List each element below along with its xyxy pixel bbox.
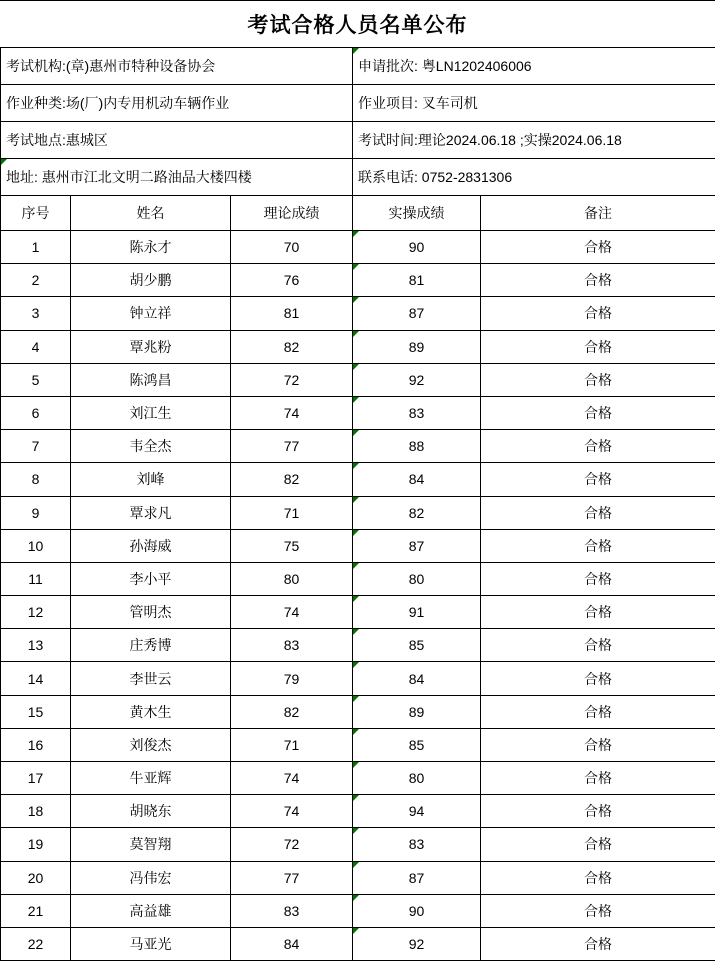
- info-cell-left: 作业种类:场(厂)内专用机动车辆作业: [1, 85, 353, 122]
- cell-remark: 合格: [481, 396, 715, 429]
- cell-theory-score: 70: [231, 231, 353, 264]
- cell-name: 胡少鹏: [71, 264, 231, 297]
- cell-practical-score: 84: [353, 463, 481, 496]
- cell-practical-score: 90: [353, 231, 481, 264]
- cell-practical-score: 82: [353, 496, 481, 529]
- cell-remark: 合格: [481, 795, 715, 828]
- table-row: [1, 795, 715, 828]
- cell-practical-score: 87: [353, 529, 481, 562]
- cell-name: 孙海威: [71, 529, 231, 562]
- table-row: [1, 562, 715, 595]
- cell-name: 韦全杰: [71, 430, 231, 463]
- table-row: [1, 728, 715, 761]
- error-flag-icon: [353, 364, 359, 370]
- cell-name: 冯伟宏: [71, 861, 231, 894]
- table-row: [1, 828, 715, 861]
- cell-serial: 12: [1, 596, 71, 629]
- error-flag-icon: [353, 596, 359, 602]
- cell-theory-score: 74: [231, 795, 353, 828]
- info-row: [1, 85, 715, 122]
- table-header-row: [1, 196, 715, 231]
- cell-theory-score: 77: [231, 430, 353, 463]
- error-flag-icon: [353, 862, 359, 868]
- table-row: [1, 596, 715, 629]
- cell-practical-score: 87: [353, 861, 481, 894]
- table-row: [1, 529, 715, 562]
- cell-practical-score: 91: [353, 596, 481, 629]
- cell-practical-score: 85: [353, 728, 481, 761]
- table-row: [1, 264, 715, 297]
- error-flag-icon: [353, 662, 359, 668]
- table-row: [1, 629, 715, 662]
- cell-serial: 17: [1, 762, 71, 795]
- cell-theory-score: 82: [231, 463, 353, 496]
- cell-practical-score: 81: [353, 264, 481, 297]
- cell-remark: 合格: [481, 662, 715, 695]
- cell-name: 牛亚辉: [71, 762, 231, 795]
- error-flag-icon: [353, 762, 359, 768]
- column-header-name: 姓名: [71, 196, 231, 231]
- table-row: [1, 695, 715, 728]
- error-flag-icon: [1, 159, 7, 165]
- cell-remark: 合格: [481, 762, 715, 795]
- cell-theory-score: 72: [231, 363, 353, 396]
- column-header-serial: 序号: [1, 196, 71, 231]
- table-row: [1, 861, 715, 894]
- cell-name: 黄木生: [71, 695, 231, 728]
- cell-serial: 19: [1, 828, 71, 861]
- cell-practical-score: 92: [353, 363, 481, 396]
- cell-practical-score: 85: [353, 629, 481, 662]
- cell-serial: 4: [1, 330, 71, 363]
- error-flag-icon: [353, 463, 359, 469]
- cell-remark: 合格: [481, 430, 715, 463]
- cell-remark: 合格: [481, 927, 715, 960]
- cell-theory-score: 74: [231, 396, 353, 429]
- cell-remark: 合格: [481, 231, 715, 264]
- info-cell-left: 考试地点:惠城区: [1, 122, 353, 159]
- cell-serial: 13: [1, 629, 71, 662]
- table-row: [1, 762, 715, 795]
- cell-serial: 22: [1, 927, 71, 960]
- error-flag-icon: [353, 530, 359, 536]
- cell-serial: 18: [1, 795, 71, 828]
- table-row: [1, 496, 715, 529]
- cell-practical-score: 80: [353, 562, 481, 595]
- info-cell-right: 考试时间:理论2024.06.18 ;实操2024.06.18: [353, 122, 715, 159]
- cell-serial: 16: [1, 728, 71, 761]
- info-cell-right: 申请批次: 粤LN1202406006: [353, 48, 715, 85]
- cell-remark: 合格: [481, 695, 715, 728]
- table-row: [1, 430, 715, 463]
- cell-name: 刘峰: [71, 463, 231, 496]
- cell-serial: 20: [1, 861, 71, 894]
- cell-name: 刘俊杰: [71, 728, 231, 761]
- cell-name: 李小平: [71, 562, 231, 595]
- cell-name: 高益雄: [71, 894, 231, 927]
- info-cell-right: 作业项目: 叉车司机: [353, 85, 715, 122]
- cell-name: 马亚光: [71, 927, 231, 960]
- cell-name: 管明杰: [71, 596, 231, 629]
- cell-name: 覃兆粉: [71, 330, 231, 363]
- cell-name: 陈永才: [71, 231, 231, 264]
- cell-remark: 合格: [481, 496, 715, 529]
- cell-practical-score: 92: [353, 927, 481, 960]
- cell-serial: 11: [1, 562, 71, 595]
- error-flag-icon: [353, 264, 359, 270]
- cell-remark: 合格: [481, 894, 715, 927]
- cell-serial: 7: [1, 430, 71, 463]
- cell-name: 庄秀博: [71, 629, 231, 662]
- error-flag-icon: [353, 895, 359, 901]
- error-flag-icon: [353, 231, 359, 237]
- cell-theory-score: 83: [231, 629, 353, 662]
- error-flag-icon: [353, 629, 359, 635]
- info-cell-left: 考试机构:(章)惠州市特种设备协会: [1, 48, 353, 85]
- cell-theory-score: 75: [231, 529, 353, 562]
- cell-practical-score: 84: [353, 662, 481, 695]
- cell-name: 钟立祥: [71, 297, 231, 330]
- error-flag-icon: [353, 563, 359, 569]
- table-row: [1, 894, 715, 927]
- cell-theory-score: 79: [231, 662, 353, 695]
- cell-practical-score: 94: [353, 795, 481, 828]
- cell-theory-score: 71: [231, 496, 353, 529]
- error-flag-icon: [353, 795, 359, 801]
- cell-theory-score: 72: [231, 828, 353, 861]
- error-flag-icon: [353, 729, 359, 735]
- table-row: [1, 396, 715, 429]
- cell-name: 莫智翔: [71, 828, 231, 861]
- cell-practical-score: 88: [353, 430, 481, 463]
- cell-remark: 合格: [481, 629, 715, 662]
- results-table: [0, 47, 715, 961]
- cell-theory-score: 77: [231, 861, 353, 894]
- cell-name: 李世云: [71, 662, 231, 695]
- cell-practical-score: 90: [353, 894, 481, 927]
- cell-remark: 合格: [481, 861, 715, 894]
- column-header-remark: 备注: [481, 196, 715, 231]
- table-row: [1, 927, 715, 960]
- cell-serial: 3: [1, 297, 71, 330]
- cell-serial: 8: [1, 463, 71, 496]
- error-flag-icon: [353, 397, 359, 403]
- cell-name: 覃求凡: [71, 496, 231, 529]
- error-flag-icon: [353, 828, 359, 834]
- cell-theory-score: 84: [231, 927, 353, 960]
- table-row: [1, 231, 715, 264]
- cell-practical-score: 83: [353, 828, 481, 861]
- cell-theory-score: 80: [231, 562, 353, 595]
- cell-theory-score: 71: [231, 728, 353, 761]
- cell-remark: 合格: [481, 828, 715, 861]
- error-flag-icon: [353, 297, 359, 303]
- cell-practical-score: 87: [353, 297, 481, 330]
- cell-remark: 合格: [481, 728, 715, 761]
- cell-theory-score: 83: [231, 894, 353, 927]
- cell-practical-score: 80: [353, 762, 481, 795]
- cell-serial: 21: [1, 894, 71, 927]
- table-row: [1, 363, 715, 396]
- cell-remark: 合格: [481, 463, 715, 496]
- info-row: [1, 48, 715, 85]
- column-header-practical-score: 实操成绩: [353, 196, 481, 231]
- cell-theory-score: 74: [231, 762, 353, 795]
- cell-practical-score: 83: [353, 396, 481, 429]
- cell-remark: 合格: [481, 529, 715, 562]
- column-header-theory-score: 理论成绩: [231, 196, 353, 231]
- cell-theory-score: 82: [231, 695, 353, 728]
- error-flag-icon: [353, 497, 359, 503]
- cell-theory-score: 74: [231, 596, 353, 629]
- cell-serial: 5: [1, 363, 71, 396]
- cell-serial: 15: [1, 695, 71, 728]
- table-row: [1, 662, 715, 695]
- info-cell-right: 联系电话: 0752-2831306: [353, 159, 715, 196]
- cell-remark: 合格: [481, 596, 715, 629]
- cell-serial: 14: [1, 662, 71, 695]
- cell-name: 胡晓东: [71, 795, 231, 828]
- cell-remark: 合格: [481, 330, 715, 363]
- cell-practical-score: 89: [353, 330, 481, 363]
- cell-remark: 合格: [481, 363, 715, 396]
- cell-practical-score: 89: [353, 695, 481, 728]
- cell-serial: 1: [1, 231, 71, 264]
- error-flag-icon: [353, 696, 359, 702]
- cell-theory-score: 76: [231, 264, 353, 297]
- cell-remark: 合格: [481, 264, 715, 297]
- cell-theory-score: 81: [231, 297, 353, 330]
- error-flag-icon: [353, 48, 359, 54]
- cell-remark: 合格: [481, 562, 715, 595]
- info-row: [1, 122, 715, 159]
- error-flag-icon: [353, 430, 359, 436]
- error-flag-icon: [353, 331, 359, 337]
- cell-serial: 10: [1, 529, 71, 562]
- cell-theory-score: 82: [231, 330, 353, 363]
- page-title: 考试合格人员名单公布: [0, 0, 715, 47]
- cell-name: 刘江生: [71, 396, 231, 429]
- error-flag-icon: [353, 928, 359, 934]
- info-row: [1, 159, 715, 196]
- info-cell-left: 地址: 惠州市江北文明二路油品大楼四楼: [1, 159, 353, 196]
- table-row: [1, 297, 715, 330]
- cell-remark: 合格: [481, 297, 715, 330]
- cell-name: 陈鸿昌: [71, 363, 231, 396]
- cell-serial: 2: [1, 264, 71, 297]
- cell-serial: 6: [1, 396, 71, 429]
- table-row: [1, 330, 715, 363]
- cell-serial: 9: [1, 496, 71, 529]
- table-row: [1, 463, 715, 496]
